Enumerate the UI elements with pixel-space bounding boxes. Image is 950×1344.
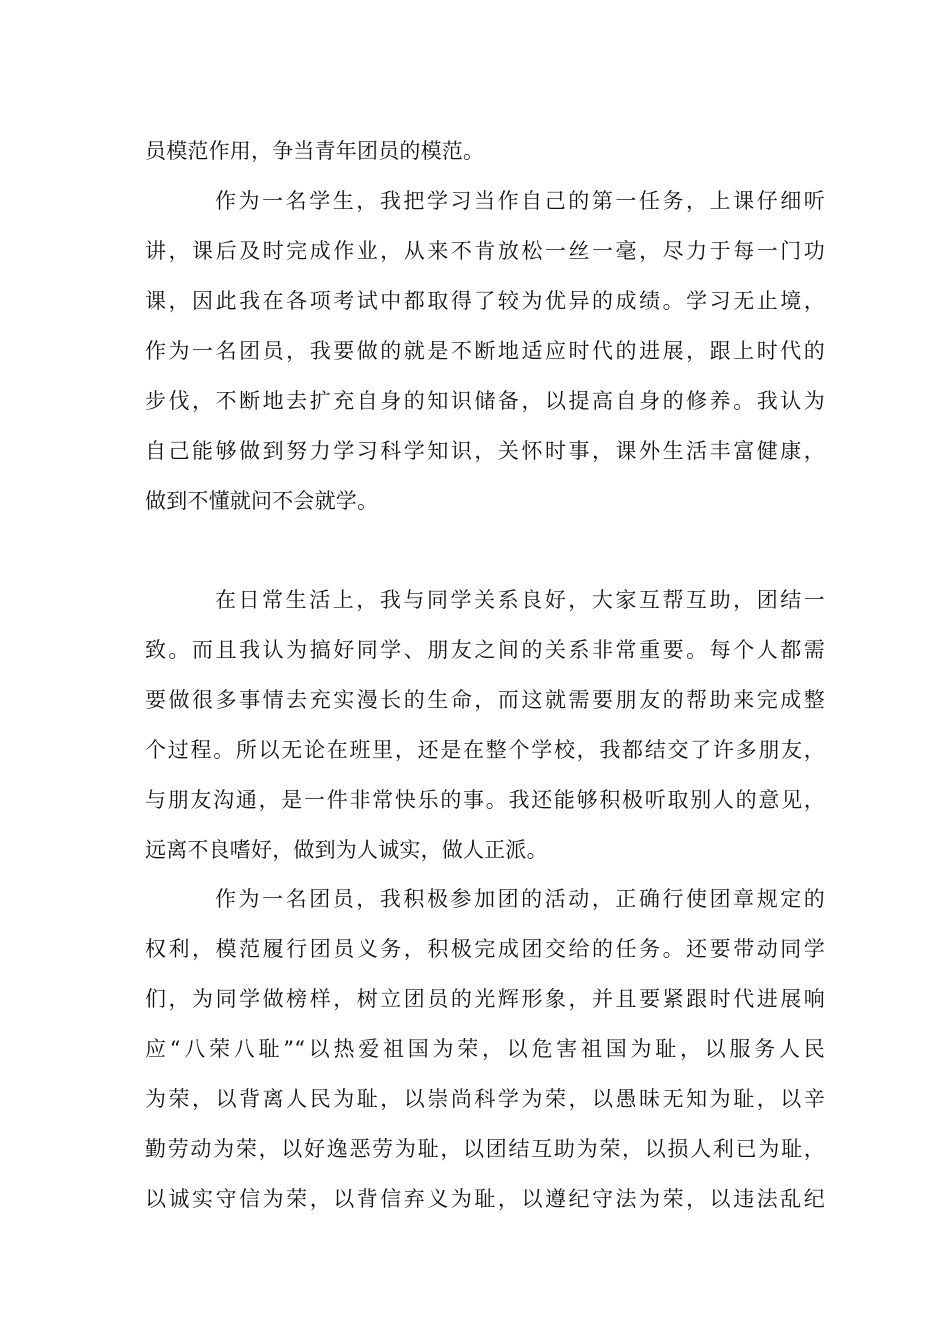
text-line: 远离不良嗜好，做到为人诚实，做人正派。 (145, 838, 548, 862)
text-line: 勤劳动为荣，以好逸恶劳为耻，以团结互助为荣，以损人利已为耻， (145, 1137, 825, 1161)
text-line: 权利，模范履行团员义务，积极完成团交给的任务。还要带动同学 (145, 937, 825, 961)
text-line: 课，因此我在各项考试中都取得了较为优异的成绩。学习无止境， (145, 289, 825, 313)
text-line: 以诚实守信为荣，以背信弃义为耻，以遵纪守法为荣，以违法乱纪 (145, 1187, 825, 1211)
text-line: 要做很多事情去充实漫长的生命，而这就需要朋友的帮助来完成整 (145, 688, 825, 712)
text-line: 个过程。所以无论在班里，还是在整个学校，我都结交了许多朋友， (145, 738, 825, 762)
paragraph-first-line: 在日常生活上，我与同学关系良好，大家互帮互助，团结一 (215, 588, 825, 612)
text-line: 自己能够做到努力学习科学知识，关怀时事，课外生活丰富健康， (145, 439, 825, 463)
paragraph-first-line: 作为一名团员，我积极参加团的活动，正确行使团章规定的 (215, 887, 825, 911)
text-line: 步伐，不断地去扩充自身的知识储备，以提高自身的修养。我认为 (145, 389, 825, 413)
text-line: 讲，课后及时完成作业，从来不肯放松一丝一毫，尽力于每一门功 (145, 239, 825, 263)
paragraph-first-line: 作为一名学生，我把学习当作自己的第一任务，上课仔细听 (215, 189, 825, 213)
text-line: 致。而且我认为搞好同学、朋友之间的关系非常重要。每个人都需 (145, 638, 825, 662)
text-line: 为荣，以背离人民为耻，以崇尚科学为荣，以愚昧无知为耻，以辛 (145, 1087, 825, 1111)
text-line: 与朋友沟通，是一件非常快乐的事。我还能够积极听取别人的意见， (145, 788, 825, 812)
text-line: 应“八荣八耻”“以热爱祖国为荣，以危害祖国为耻，以服务人民 (145, 1037, 825, 1061)
text-line: 做到不懂就问不会就学。 (145, 489, 379, 513)
text-line: 作为一名团员，我要做的就是不断地适应时代的进展，跟上时代的 (145, 339, 825, 363)
text-line: 员模范作用，争当青年团员的模范。 (145, 139, 485, 163)
text-line: 们，为同学做榜样，树立团员的光辉形象，并且要紧跟时代进展响 (145, 987, 825, 1011)
